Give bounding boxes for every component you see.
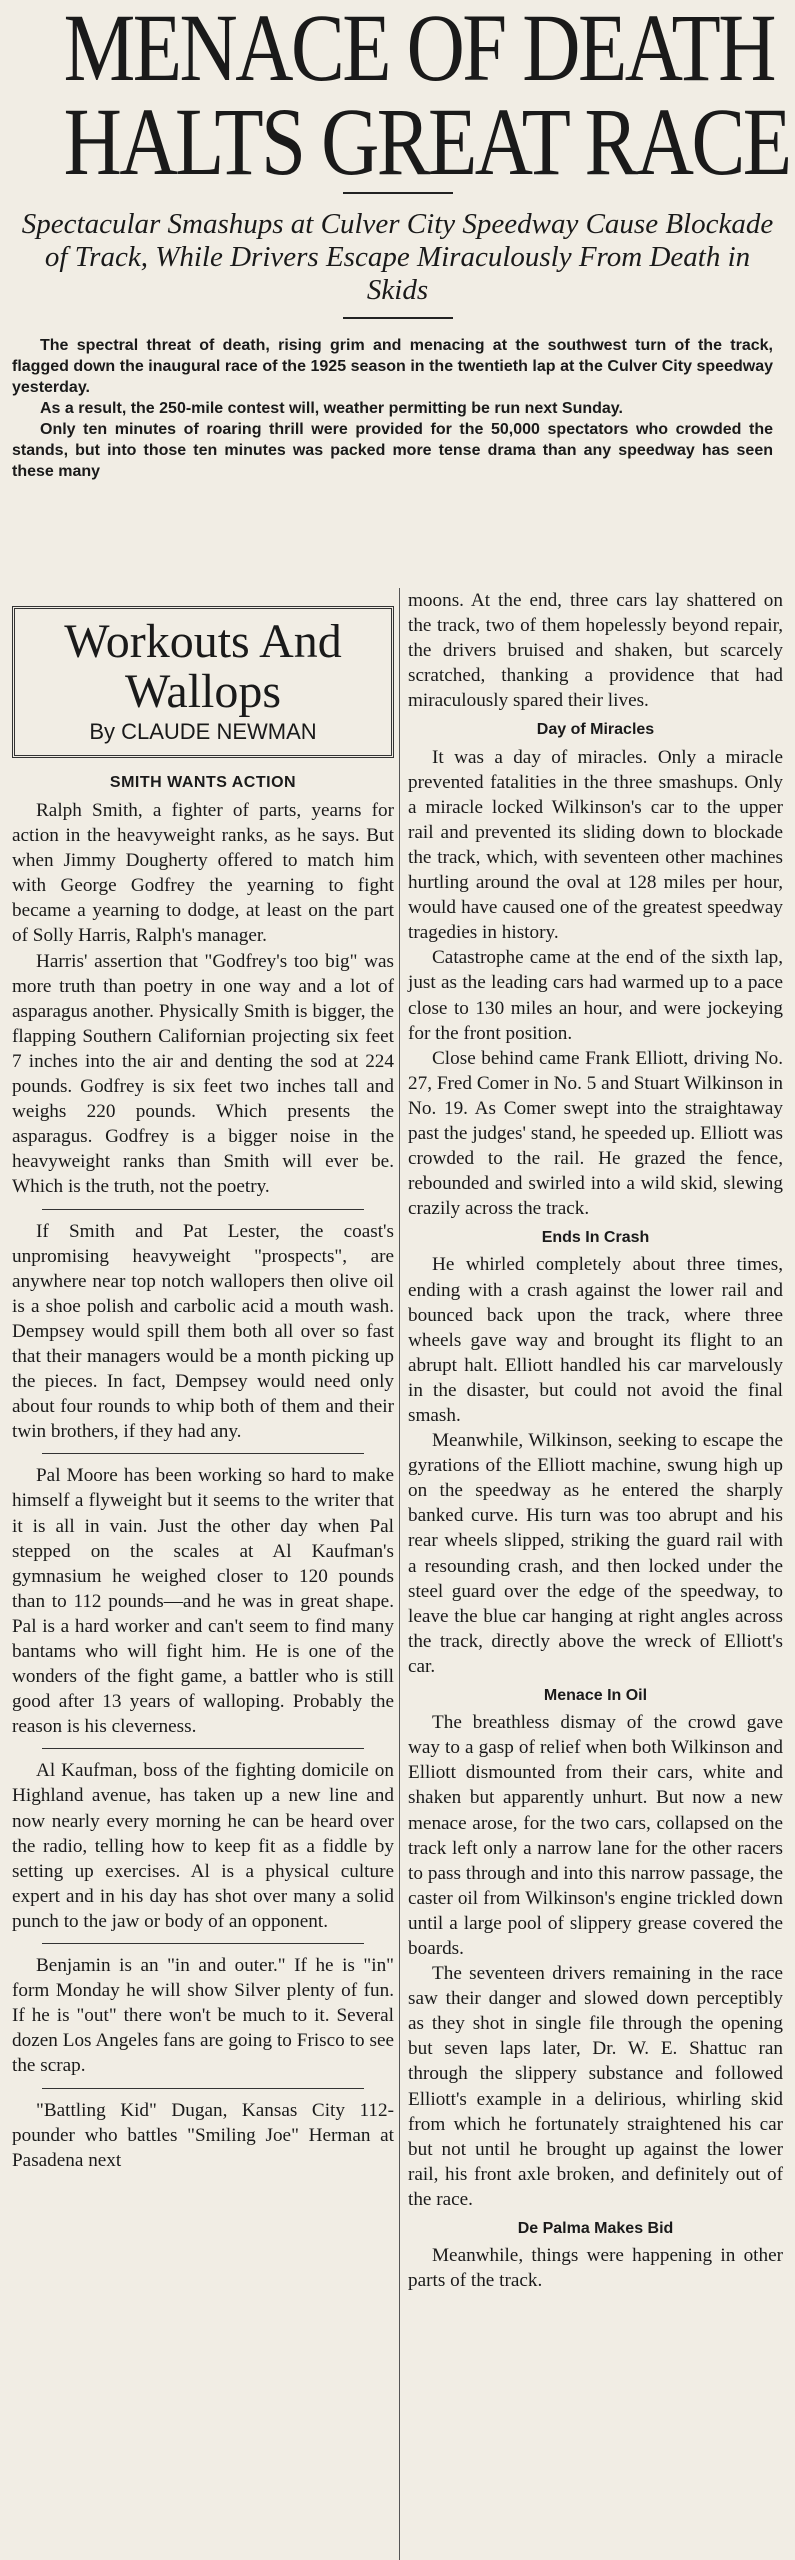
paragraph: The breathless dismay of the crowd gave way to a gasp of relief when both Wilkinson and Elliott dismounted from their cars, white and shaken but apparently unhurt. But now a new menace arose, for the two cars, collapsed on the track left only a narrow lane for the other racers to pass through and into this narrow passage, the caster oil from Wilkinson's engine trickled down until a large pool of slippery grease covered the boards.: [408, 1712, 783, 1959]
paragraph: Pal Moore has been working so hard to make himself a flyweight but it seems to the writer that it is all in vain. Just the other day when Pal stepped on the scales at Al Kaufman's gymnasium he weighed closer to 120 pounds than to 112 pounds—and he was in great shape. Pal is a hard worker and can't seem to find many bantams who will fight him. He is one of the wonders of the fight game, a battler who is still good after 13 years of walloping. Probably the reason is his cleverness.: [12, 1465, 394, 1738]
rule-divider: [343, 317, 453, 319]
paragraph: Close behind came Frank Elliott, driving No. 27, Fred Comer in No. 5 and Stuart Wilkinson in No. 19. As Comer swept into the straightaway past the judges' stand, he speeded up. Elliott was crowded to the rail. He grazed the fence, rebounded and swirled into a wild skid, slewing crazily across the track.: [408, 1047, 783, 1220]
headline-line-1: MENACE OF DEATH: [63, 0, 774, 101]
column-subhead: SMITH WANTS ACTION: [109, 774, 297, 791]
race-subhead: Menace In Oil: [543, 1687, 648, 1705]
paragraph: He whirled completely about three times, ending with a crash against the lower rail and bounced back upon the track, where three wheels gave way and brought its flight to an abrupt halt. Elliott handled his car marvelously in the disaster, but could not avoid the final smash.: [408, 1254, 783, 1426]
race-subhead: Ends In Crash: [541, 1229, 650, 1247]
column-byline: By CLAUDE NEWMAN: [89, 719, 317, 744]
rule-divider: [343, 192, 453, 194]
paragraph: It was a day of miracles. Only a miracle prevented fatalities in the three smashups. Only a miracle locked Wilkinson's car to the upper rail and prevented its sliding down to blockade the track, which, with seventeen other machines hurtling around the oval at 128 miles per hour, would have caused one of the greatest speedway tragedies in history.: [408, 746, 783, 944]
paragraph: Benjamin is an "in and outer." If he is "in" form Monday he will show Silver plenty of fun. If he is "out" there won't be much to it. Several dozen Los Angeles fans are going to Frisco to see the scrap.: [12, 1955, 394, 2077]
paragraph: Harris' assertion that "Godfrey's too big" was more truth than poetry in one way and a lot of asparagus another. Physically Smith is bigger, the flapping Southern Californian projecting six feet 7 inches into the air and denting the sod at 224 pounds. Godfrey is six feet two inches tall and weighs 220 pounds. Which presents the asparagus. Godfrey is a bigger noise in the heavyweight ranks than Smith will ever be. Which is the truth, not the poetry.: [12, 950, 394, 1198]
paragraph: moons. At the end, three cars lay shattered on the track, two of them hopelessly beyond repair, the drivers bruised and shaken, but scarcely scratched, thanking a providence that had miraculously spared their lives.: [408, 590, 783, 712]
lead-paragraph: As a result, the 250-mile contest will, weather permitting be run next Sunday.: [40, 400, 623, 417]
section-rule: [42, 1748, 364, 1749]
section-rule: [42, 2088, 364, 2089]
section-rule: [42, 1943, 364, 1944]
lead-paragraph: Only ten minutes of roaring thrill were provided for the 50,000 spectators who crowded the stands, but into those ten minutes was packed more tense drama than any speedway has seen these many: [12, 421, 773, 480]
paragraph: "Battling Kid" Dugan, Kansas City 112-pounder who battles "Smiling Joe" Herman at Pasadena next: [12, 2099, 394, 2171]
paragraph: Ralph Smith, a fighter of parts, yearns for action in the heavyweight ranks, as he says. But when Jimmy Dougherty offered to match him with George Godfrey the yearning to fight became a yearning to dodge, at least on the part of Solly Harris, Ralph's manager.: [12, 800, 394, 947]
lead-paragraph: The spectral threat of death, rising grim and menacing at the southwest turn of the track, flagged down the inaugural race of the 1925 season in the twentieth lap at the Culver City speedway yesterday.: [12, 337, 773, 396]
race-subhead: Day of Miracles: [536, 721, 655, 739]
column-text: [12, 798, 394, 2173]
race-subhead: De Palma Makes Bid: [517, 2220, 674, 2237]
column-workouts-and-wallops: [12, 588, 394, 2173]
headline: [0, 0, 795, 188]
race-text: [408, 588, 783, 2293]
paragraph: If Smith and Pat Lester, the coast's unpromising heavyweight "prospects", are anywhere near top notch wallopers then olive oil is a shoe polish and carbolic acid a mouth wash. Dempsey would spill them both all over so fast that their managers would be a month picking up the pieces. In fact, Dempsey would need only about four rounds to whip both of them and their twin brothers, if they had any.: [12, 1220, 394, 1443]
column-divider: [399, 588, 400, 2560]
column-boxhead: [12, 606, 394, 758]
section-rule: [42, 1209, 364, 1210]
paragraph: The seventeen drivers remaining in the race saw their danger and slowed down perceptibly as they shot in single file through the opening but seven laps later, Dr. W. E. Shattuc ran through the slippery substance and followed Elliott's example in a delirious, whirling skid from which he fortunately straightened his car but not until he brought up against the lower rail, his front axle broken, and definitely out of the race.: [408, 1963, 783, 2210]
column-title: Workouts And Wallops: [64, 615, 342, 718]
paragraph: Meanwhile, Wilkinson, seeking to escape the gyrations of the Elliott machine, swung high up on the speedway as he entered the sharply banked curve. His turn was too abrupt and his rear wheels slipped, striking the guard rail with a resounding crash, and then locked under the steel guard over the edge of the speedway, to leave the blue car hanging at right angles across the track, directly above the wreck of Elliott's car.: [408, 1430, 783, 1677]
lead-paragraphs: [12, 335, 773, 482]
section-rule: [42, 1453, 364, 1454]
paragraph: Al Kaufman, boss of the fighting domicile on Highland avenue, has taken up a new line and now nearly every morning he can be heard over the radio, telling how to keep fit as a fiddle by setting up exercises. Al is a physical culture expert and in his day has shot over many a solid punch to the jaw or body of an opponent.: [12, 1760, 394, 1932]
paragraph: Catastrophe came at the end of the sixth lap, just as the leading cars had warmed up to a pace close to 130 miles an hour, and were jockeying for the front position.: [408, 947, 783, 1044]
deck-subheadline: Spectacular Smashups at Culver City Speedway Cause Blockade of Track, While Drivers Escape Miraculously From Death in Skids: [21, 208, 774, 306]
column-race-story: [408, 588, 783, 2293]
paragraph: Meanwhile, things were happening in other parts of the track.: [408, 2245, 783, 2292]
headline-line-2: HALTS GREAT RACE: [63, 88, 790, 188]
two-column-body: [0, 588, 795, 2560]
